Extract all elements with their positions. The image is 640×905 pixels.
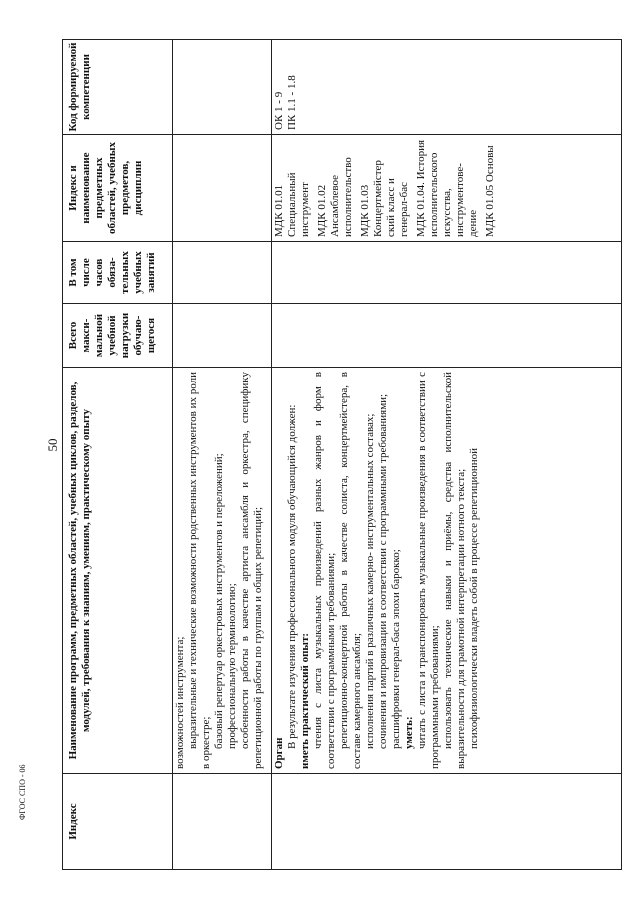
- content-line: профессиональную терминологию;: [226, 583, 238, 749]
- content-line: чтения с листа музыкальных произведений разных жанров и форм в соответствии с программными требованиями;: [312, 372, 337, 769]
- content-line: базовый репертуар оркестровых инструментов и переложений;: [213, 453, 225, 749]
- cell-subjects: [272, 135, 622, 242]
- header-total: Всего макси-мальной учебной нагрузки обучаю-щегося: [63, 304, 173, 368]
- subject-item: МДК 01.01 Специальный инструмент: [273, 172, 311, 237]
- table-row: [272, 40, 622, 870]
- content-line: использовать технические навыки и приёмы, средства исполнительской выразительности для грамотной интерпретации нотного текста;: [442, 372, 467, 769]
- content-line: психофизиологически владеть собой в процессе репетиционной: [468, 447, 480, 749]
- cell-competencies: [272, 40, 622, 135]
- competency-code: ПК 1.1 - 1.8: [286, 75, 298, 130]
- curriculum-table: [62, 39, 622, 870]
- cell-index: [173, 774, 272, 870]
- content-line: расшифровки генерал-баса эпохи барокко;: [390, 549, 402, 749]
- section-heading: уметь:: [403, 716, 415, 749]
- header-name: Наименование программ, предметных областей, учебных циклов, разделов, модулей, требования к знаниям, умениям, практическому опыту: [63, 368, 173, 774]
- header-subj: Индекс и наименование предметных областей, учебных предметов, дисциплин: [63, 135, 173, 242]
- cell-incl: [173, 242, 272, 304]
- content-line: читать с листа и транспонировать музыкальные произведения в соответствии с программными требованиями;: [416, 372, 441, 769]
- competency-code: ОК 1 - 9: [273, 91, 285, 130]
- content-line: выразительные и технические возможности родственных инструментов их роли в оркестре;: [187, 372, 212, 769]
- cell-incl: [272, 242, 622, 304]
- footer-code: ФГОС СПО - 06: [18, 764, 27, 820]
- content-line: репетиционно-концертной работы в качестве солиста, концертмейстера, в составе камерного ансамбля;: [338, 372, 363, 769]
- content-line: исполнения партий в различных камерно- инструментальных составах;: [364, 413, 376, 749]
- content-line: особенности работы в качестве артиста ансамбля и оркестра, специфику репетиционной работы по группам и общих репетиций;: [239, 372, 264, 769]
- module-title: Орган: [273, 737, 285, 769]
- table-row: [173, 40, 272, 870]
- header-row: [63, 40, 173, 870]
- header-index: Индекс: [63, 774, 173, 870]
- cell-competencies: [173, 40, 272, 135]
- header-incl: В том числе часов обяза-тельных учебных занятий: [63, 242, 173, 304]
- document-sheet: [62, 40, 622, 870]
- subject-item: МДК 01.03 Концертмейстер ский класс и генерал-бас: [359, 160, 410, 237]
- subject-item: МДК 01.05 Основы: [484, 145, 496, 237]
- subject-item: МДК 01.02 Ансамблевое исполнительство: [316, 157, 354, 237]
- section-heading: иметь практический опыт:: [299, 632, 311, 769]
- cell-total: [173, 304, 272, 368]
- content-line: В результате изучения профессионального модуля обучающийся должен:: [286, 404, 298, 749]
- content-line: сочинения и импровизации в соответствии с программными требованиями;: [377, 393, 389, 749]
- cell-content: [272, 368, 622, 774]
- cell-total: [272, 304, 622, 368]
- subject-item: МДК 01.04. История исполнительского искусства, инструментове-дение: [415, 139, 479, 237]
- cell-content: [173, 368, 272, 774]
- page-number: 50: [45, 438, 60, 452]
- cell-subjects: [173, 135, 272, 242]
- header-comp: Код формируемой компетенции: [63, 40, 173, 135]
- cell-index: [272, 774, 622, 870]
- content-line: возможностей инструмента;: [174, 636, 186, 769]
